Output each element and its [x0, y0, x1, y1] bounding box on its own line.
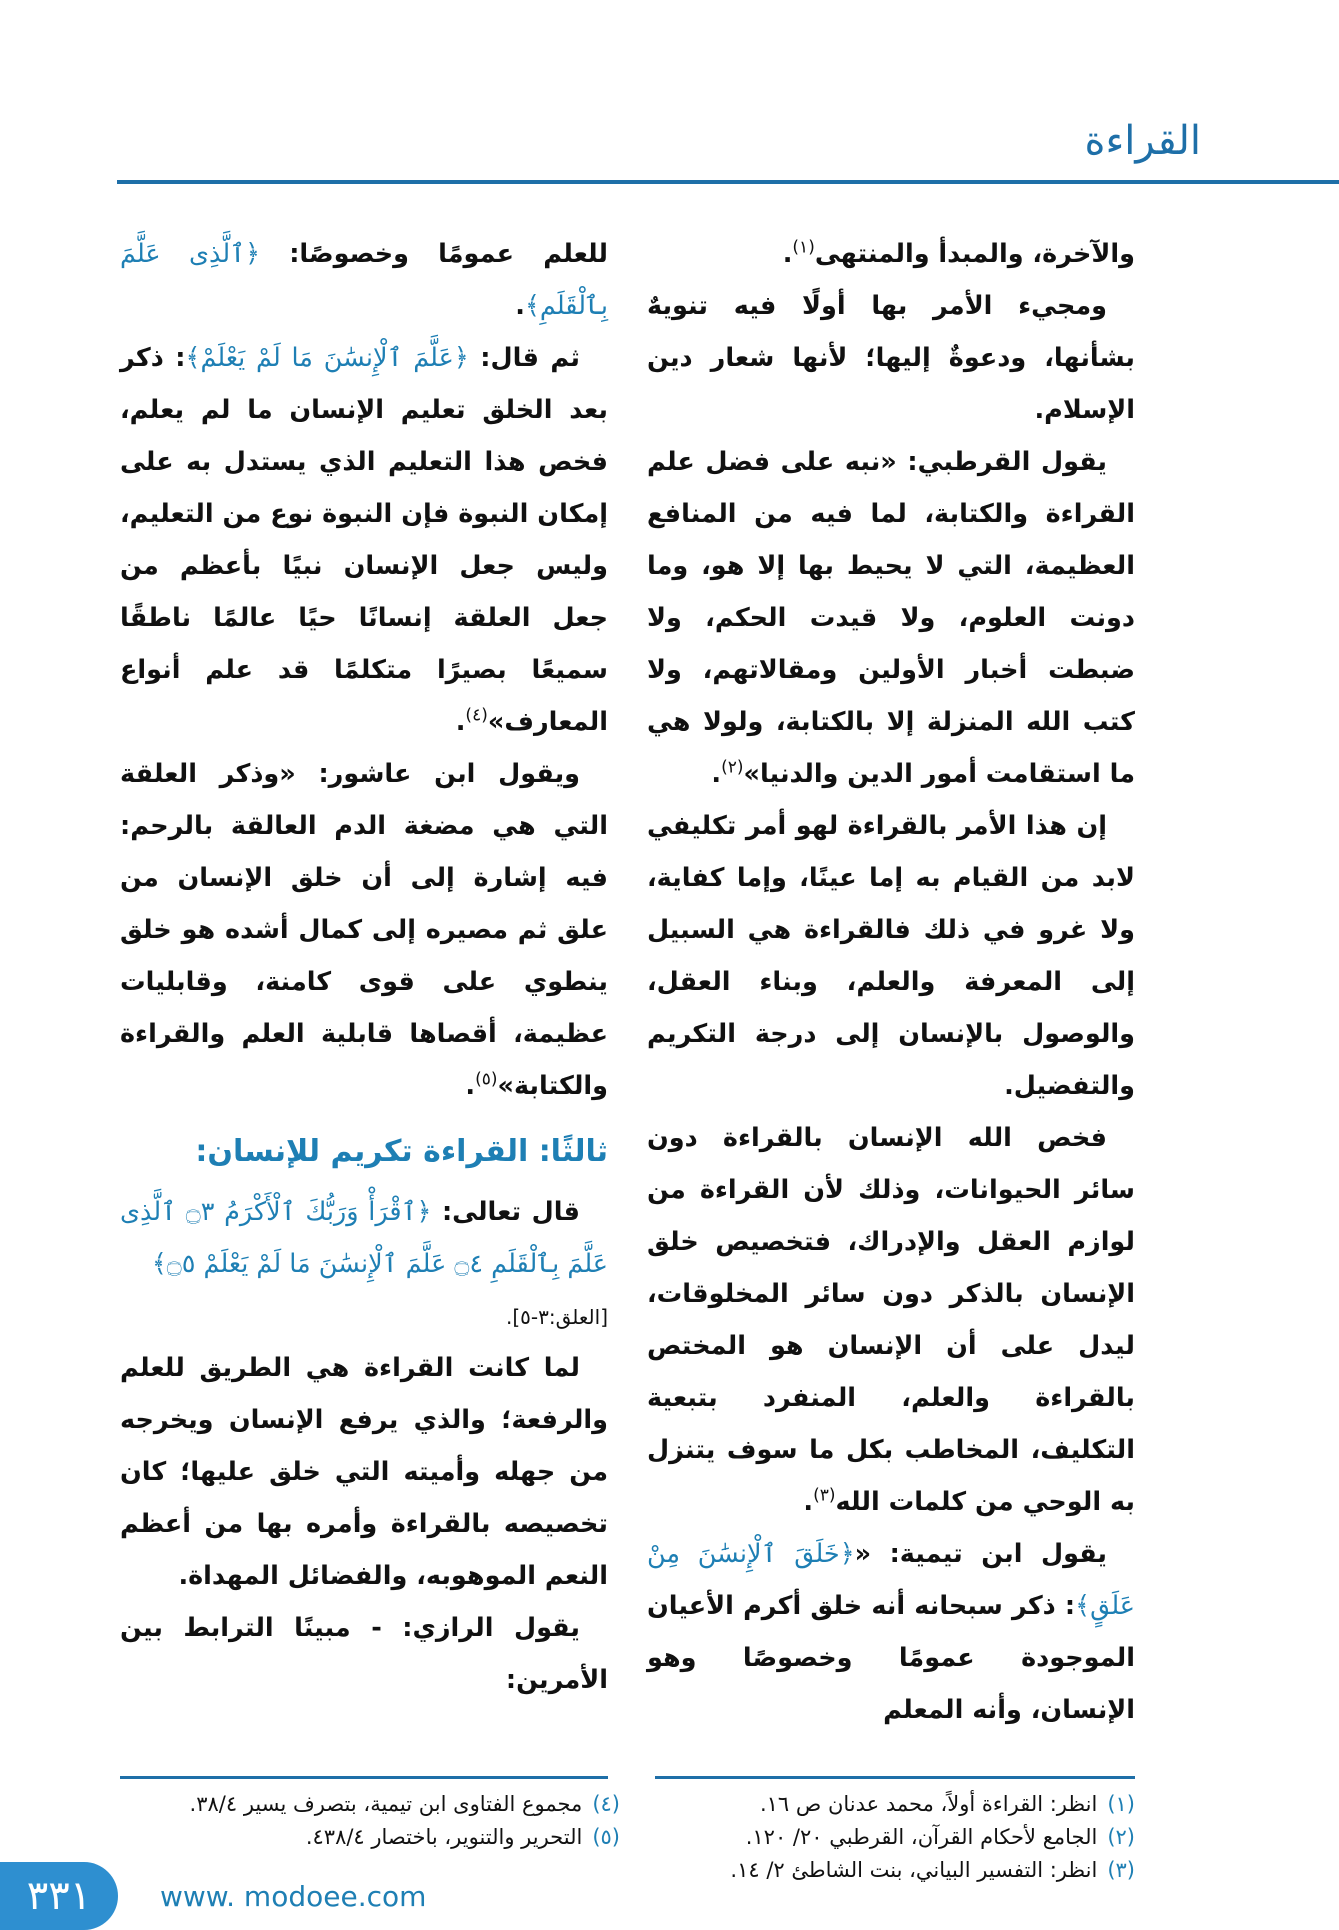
paragraph-text: ويقول ابن عاشور: «وذكر العلقة التي هي مضغة الدم العالقة بالرحم: فيه إشارة إلى أن خلق الإنسان من علق ثم مصيره إلى كمال أشده هو خلق ينطوي على قوى كامنة، وقابليات عظيمة، أقصاها قابلية العلم والقراءة والكتابة»	[120, 759, 608, 1101]
footnote-ref[interactable]: (٣)	[813, 1485, 836, 1506]
paragraph	[647, 1528, 1135, 1736]
paragraph-end: .	[455, 707, 466, 737]
footnote	[120, 1788, 620, 1821]
header-divider	[117, 180, 1339, 184]
section-heading: ثالثًا: القراءة تكريم للإنسان:	[195, 1134, 608, 1169]
footnote-ref[interactable]: (١)	[792, 237, 815, 258]
paragraph: لما كانت القراءة هي الطريق للعلم والرفعة؛ والذي يرفع الإنسان ويخرجه من جهله وأميته التي خلق عليها؛ كان تخصيصه بالقراءة وأمره بها من أعظم النعم الموهوبه، والفضائل المهداة.	[120, 1353, 608, 1591]
quran-verse: ﴿ٱلَّذِى عَلَّمَ بِٱلْقَلَمِ﴾	[120, 239, 608, 321]
paragraph	[647, 436, 1135, 800]
footnote-number: (٤)	[592, 1792, 620, 1816]
paragraph	[647, 228, 1135, 280]
paragraph-text: فخص الله الإنسان بالقراءة دون سائر الحيوانات، وذلك لأن القراءة من لوازم العقل والإدراك، فتخصيص خلق الإنسان بالذكر دون سائر المخلوقات، ليدل على أن الإنسان هو المختص بالقراءة والعلم، المنفرد بتبعية التكليف، المخاطب بكل ما سوف يتنزل به الوحي من كلمات الله	[647, 1123, 1135, 1517]
footnote-ref[interactable]: (٥)	[475, 1069, 498, 1090]
footnote	[635, 1788, 1135, 1821]
footnote-text: مجموع الفتاوى ابن تيمية، بتصرف يسير ٣٨/٤.	[189, 1792, 583, 1816]
paragraph-text: يقول ابن تيمية: «	[854, 1539, 1108, 1569]
footnote-ref[interactable]: (٢)	[721, 757, 744, 778]
quran-verse: ﴿خَلَقَ ٱلْإِنسَٰنَ مِنْ عَلَقٍ﴾	[647, 1539, 1135, 1621]
footnote-ref[interactable]: (٤)	[465, 705, 488, 726]
paragraph	[120, 748, 608, 1112]
paragraph-text: يقول القرطبي: «نبه على فضل علم القراءة والكتابة، لما فيه من المنافع العظيمة، التي لا يحيط بها إلا هو، وما دونت العلوم، ولا قيدت الحكم، ولا ضبطت أخبار الأولين ومقالاتهم، ولا كتب الله المنزلة إلا بالكتابة، ولولا هي ما استقامت أمور الدين والدنيا»	[647, 447, 1135, 789]
paragraph: إن هذا الأمر بالقراءة لهو أمر تكليفي لابد من القيام به إما عينًا، وإما كفاية، ولا غرو في ذلك فالقراءة هي السبيل إلى المعرفة والعلم، وبناء العقل، والوصول بالإنسان إلى درجة التكريم والتفضيل.	[647, 811, 1135, 1101]
paragraph	[120, 1186, 608, 1342]
footnotes-right	[635, 1788, 1135, 1887]
paragraph-end: .	[711, 759, 722, 789]
paragraph-text: للعلم عمومًا وخصوصًا:	[260, 239, 608, 269]
footnote-divider	[120, 1776, 608, 1779]
footnote-number: (١)	[1107, 1792, 1135, 1816]
footnote-text: انظر: القراءة أولاً، محمد عدنان ص ١٦.	[759, 1792, 1098, 1816]
footnote	[120, 1821, 620, 1854]
paragraph-text: والآخرة، والمبدأ والمنتهى	[814, 239, 1135, 269]
paragraph	[120, 332, 608, 748]
paragraph-text: قال تعالى:	[431, 1197, 580, 1227]
paragraph	[647, 1112, 1135, 1528]
quran-verse: ﴿ٱقْرَأْ وَرَبُّكَ ٱلْأَكْرَمُ ۝٣ ٱلَّذِى عَلَّمَ بِٱلْقَلَمِ ۝٤ عَلَّمَ ٱلْإِنسَٰنَ مَا لَمْ يَعْلَمْ ۝٥﴾	[120, 1197, 608, 1279]
paragraph-end: .	[465, 1071, 476, 1101]
footnote-number: (٢)	[1107, 1825, 1135, 1849]
right-column	[647, 228, 1135, 1736]
left-column	[120, 228, 608, 1706]
paragraph-text: : ذكر سبحانه أنه خلق أكرم الأعيان الموجودة عمومًا وخصوصًا وهو الإنسان، وأنه المعلم	[647, 1591, 1135, 1725]
footnote-number: (٥)	[592, 1825, 620, 1849]
paragraph	[120, 228, 608, 332]
website-link[interactable]: www. modoee.com	[160, 1880, 427, 1913]
quran-verse: ﴿عَلَّمَ ٱلْإِنسَٰنَ مَا لَمْ يَعْلَمْ﴾	[185, 343, 469, 373]
paragraph: ومجيء الأمر بها أولًا فيه تنويهٌ بشأنها، ودعوةٌ إليها؛ لأنها شعار دين الإسلام.	[647, 291, 1135, 425]
footnote-divider	[655, 1776, 1135, 1779]
verse-citation: [العلق:٣-٥].	[505, 1305, 608, 1329]
footnotes-left	[120, 1788, 620, 1854]
paragraph-end: .	[782, 239, 793, 269]
page-number-badge: ٣٣١	[0, 1862, 118, 1930]
footnote-text: الجامع لأحكام القرآن، القرطبي ٢٠/ ١٢٠.	[745, 1825, 1098, 1849]
page-title: القراءة	[1084, 118, 1201, 164]
paragraph-end: .	[515, 291, 525, 321]
footnote-text: انظر: التفسير البياني، بنت الشاطئ ٢/ ١٤.	[730, 1858, 1098, 1882]
footnote-number: (٣)	[1107, 1858, 1135, 1882]
paragraph: يقول الرازي: - مبينًا الترابط بين الأمرين:	[120, 1613, 608, 1695]
paragraph-end: .	[803, 1487, 814, 1517]
footnote-text: التحرير والتنوير، باختصار ٤٣٨/٤.	[305, 1825, 583, 1849]
paragraph-text: ثم قال:	[468, 343, 581, 373]
footnote	[635, 1821, 1135, 1854]
footnote	[635, 1854, 1135, 1887]
paragraph-text: : ذكر بعد الخلق تعليم الإنسان ما لم يعلم، فخص هذا التعليم الذي يستدل به على إمكان النبوة فإن النبوة نوع من التعليم، وليس جعل الإنسان نبيًا بأعظم من جعل العلقة إنسانًا حيًا عالمًا ناطقًا سميعًا بصيرًا متكلمًا قد علم أنواع المعارف»	[120, 343, 608, 737]
